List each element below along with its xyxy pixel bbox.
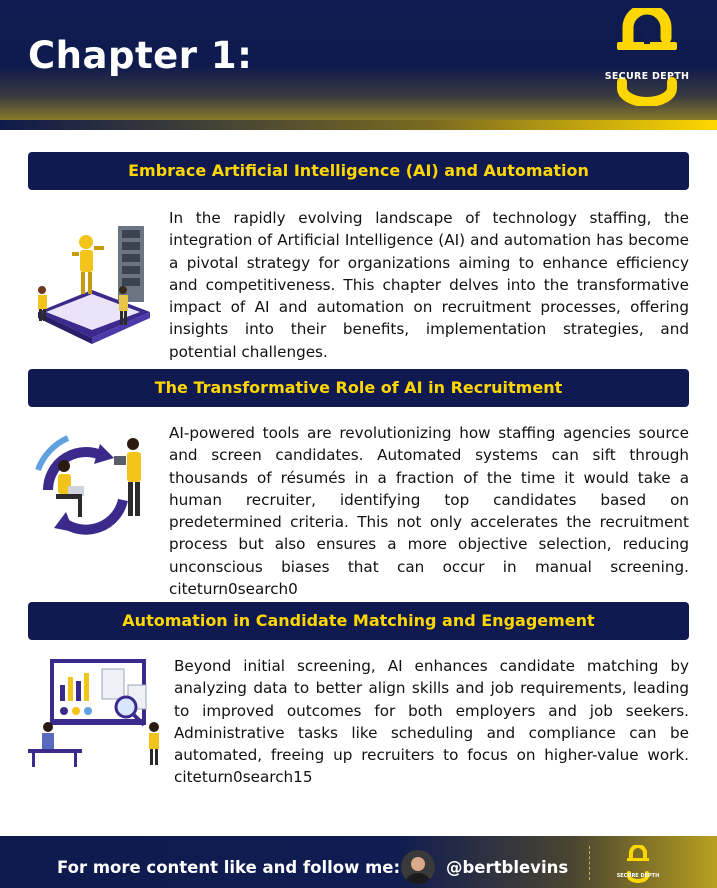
section-heading-transformative-role (28, 369, 689, 407)
section-heading-text: The Transformative Role of AI in Recruitment (154, 377, 563, 397)
section-heading-text: Automation in Candidate Matching and Engagement (122, 610, 595, 630)
section-body-ai-automation: In the rapidly evolving landscape of technology staffing, the integration of Artificial Intelligence (AI) and automation has become a pivotal strategy for organizations aiming to enhance efficiency and competitiveness. This chapter delves into the transformative impact of AI and automation on recruitment processes, offering insights into their benefits, implementation strategies, and potential challenges. (169, 209, 689, 361)
section-heading-ai-automation (28, 152, 689, 190)
section-body-candidate-matching: Beyond initial screening, AI enhances candidate matching by analyzing data to better align skills and job requirements, leading to improved outcomes for both employers and job seekers. Administrative tasks like scheduling and compliance can be automated, freeing up recruiters to focus on higher-value work. citeturn0search15 (174, 657, 689, 787)
follow-cta: For more content like and follow me: (57, 858, 401, 877)
dashboard-analytics-illustration (28, 655, 166, 767)
profile-photo-icon (401, 850, 435, 884)
footer-logo-text: SECURE DEPTH (616, 873, 660, 879)
avatar[interactable] (401, 850, 435, 884)
workflow-cycle-illustration (28, 430, 156, 550)
secure-depth-logo-icon (604, 8, 690, 106)
footer-divider (589, 846, 590, 880)
header-accent-stripe (0, 120, 717, 130)
page-title: Chapter 1: (28, 34, 253, 77)
social-handle-link[interactable]: @bertblevins (446, 858, 569, 877)
section-heading-candidate-matching (28, 602, 689, 640)
robot-server-illustration (28, 220, 156, 344)
section-heading-text: Embrace Artificial Intelligence (AI) and Automation (128, 160, 589, 180)
section-body-transformative-role: AI-powered tools are revolutionizing how staffing agencies source and screen candidates. Automated systems can sift through thousands of résumés in a fraction of the time it would take a human recruiter, identifying top candidates based on predetermined criteria. This not only accelerates the recruitment process but also ensures a more objective selection, reducing unconscious biases that can occur in manual screening. citeturn0search0 (169, 424, 689, 599)
logo-text: SECURE DEPTH (604, 71, 690, 82)
